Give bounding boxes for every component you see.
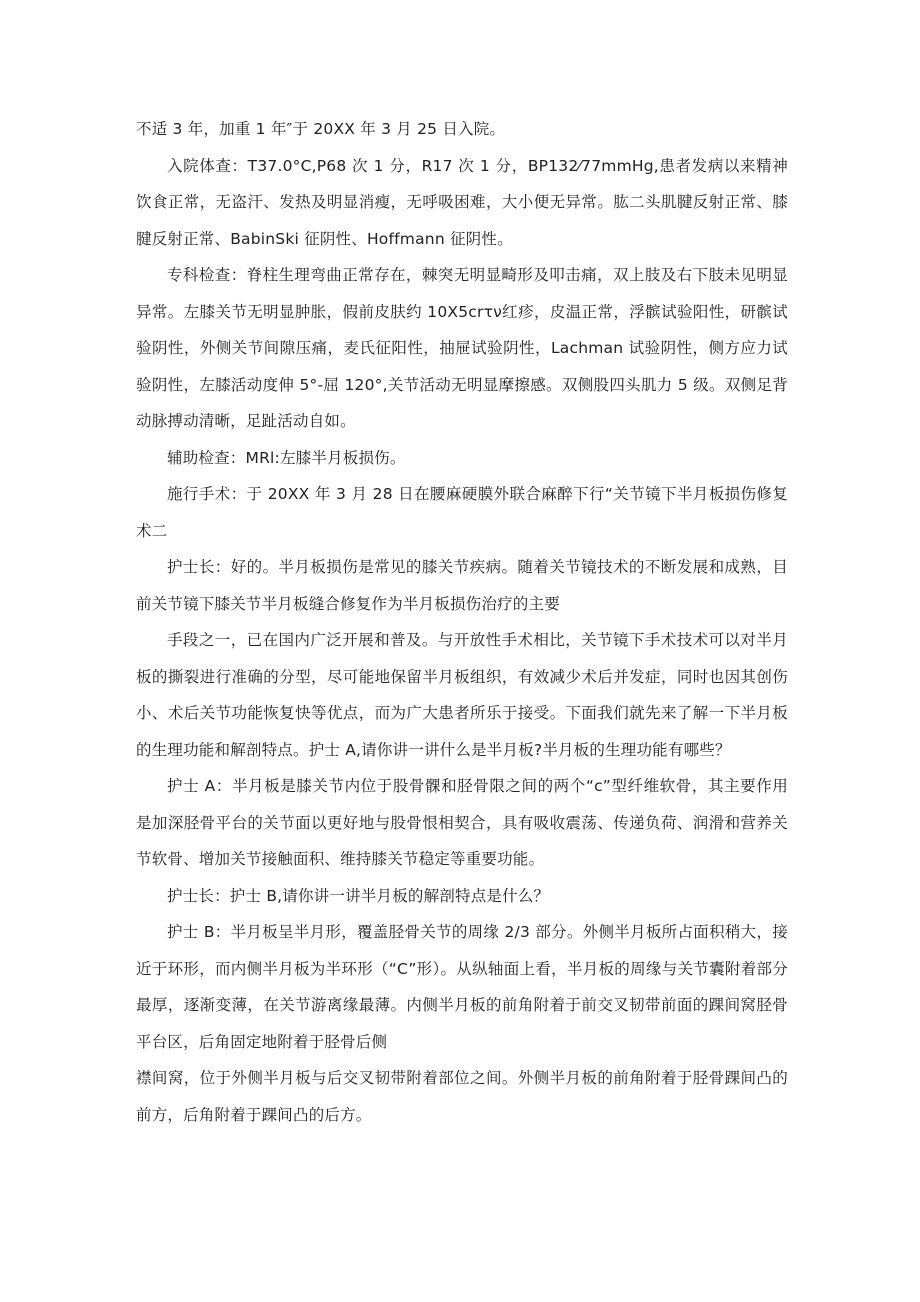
paragraph-admission-exam: 入院体查：T37.0°C,P68 次 1 分，R17 次 1 分，BP132⁄77mmHg,患者发病以来精神饮食正常，无盗汗、发热及明显消瘦，无呼吸困难，大小便无异常。肱二头肌腱反射正常、膝腱反射正常、BabinSki 征阴性、Hoffmann 征阴性。	[136, 156, 788, 248]
paragraph-head-nurse-intro: 护士长：好的。半月板损伤是常见的膝关节疾病。随着关节镜技术的不断发展和成熟，目前关节镜下膝关节半月板缝合修复作为半月板损伤治疗的主要	[136, 558, 788, 613]
paragraph-nurse-b-continued: 襟间窝，位于外侧半月板与后交叉韧带附着部位之间。外侧半月板的前角附着于胫骨踝间凸的前方，后角附着于踝间凸的后方。	[136, 1069, 788, 1124]
paragraph-nurse-b-answer: 护士 B：半月板呈半月形，覆盖胫骨关节的周缘 2/3 部分。外侧半月板所占面积稍大，接近于环形，而内侧半月板为半环形（“C”形）。从纵轴面上看，半月板的周缘与关节囊附着部分最厚，逐渐变薄，在关节游离缘最薄。内侧半月板的前角附着于前交叉韧带前面的踝间窝胫骨平台区，后角固定地附着于胫骨后侧	[136, 923, 788, 1051]
paragraph-head-nurse-continued: 手段之一，已在国内广泛开展和普及。与开放性手术相比，关节镜下手术技术可以对半月板的撕裂进行准确的分型，尽可能地保留半月板组织，有效减少术后并发症，同时也因其创伤小、术后关节功能恢复快等优点，而为广大患者所乐于接受。下面我们就先来了解一下半月板的生理功能和解剖特点。护士 A,请你讲一讲什么是半月板?半月板的生理功能有哪些？	[136, 631, 788, 759]
paragraph-surgery: 施行手术：于 20XX 年 3 月 28 日在腰麻硬膜外联合麻醉下行“关节镜下半月板损伤修复术二	[136, 485, 788, 540]
paragraph-admission-history: 不适 3 年，加重 1 年″于 20XX 年 3 月 25 日入院。	[136, 120, 506, 138]
document-body	[136, 111, 788, 1133]
paragraph-nurse-a-answer: 护士 A：半月板是膝关节内位于股骨髁和胫骨限之间的两个“c”型纤维软骨，其主要作用是加深胫骨平台的关节面以更好地与股骨恨相契合，具有吸收震荡、传递负荷、润滑和营养关节软骨、增加关节接触面积、维持膝关节稳定等重要功能。	[136, 777, 788, 868]
paragraph-head-nurse-question-b: 护士长：护士 B,请你讲一讲半月板的解剖特点是什么？	[167, 886, 550, 905]
paragraph-auxiliary-exam: 辅助检查：MRl:左膝半月板损伤。	[167, 448, 406, 467]
paragraph-specialist-exam: 专科检查：脊柱生理弯曲正常存在，棘突无明显畸形及叩击痛，双上肢及右下肢未见明显异常。左膝关节无明显肿胀，假前皮肤约 10X5crτν红疹，皮温正常，浮髌试验阳性，研髌试验阴性，外侧关节间隙压痛，麦氏征阳性，抽屉试验阴性，Lachman 试验阴性，侧方应力试验阴性，左膝活动度伸 5°-屈 120°,关节活动无明显摩擦感。双侧股四头肌力 5 级。双侧足背动脉搏动清晰，足趾活动自如。	[136, 266, 788, 430]
